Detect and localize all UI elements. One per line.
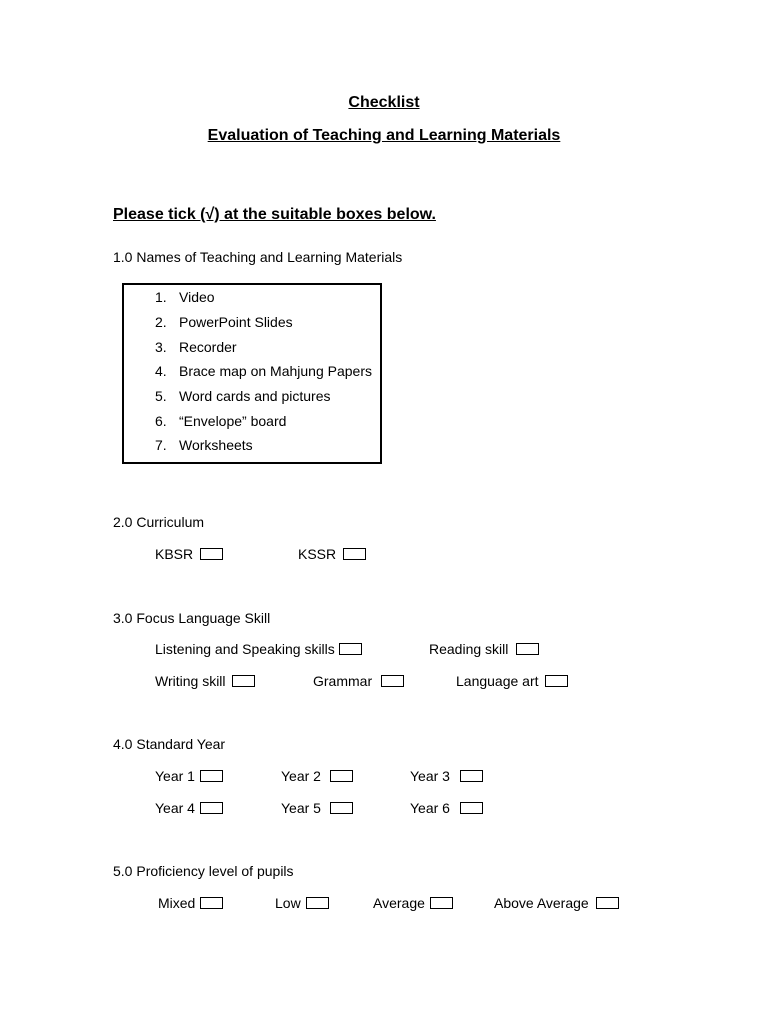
list-item-label: PowerPoint Slides <box>179 314 293 330</box>
checkbox-year-4[interactable] <box>200 802 223 814</box>
option-label-listening-speaking: Listening and Speaking skills <box>155 641 335 657</box>
checkbox-year-2[interactable] <box>330 770 353 782</box>
section-4-heading: 4.0 Standard Year <box>113 736 226 752</box>
list-item <box>155 314 293 330</box>
checkbox-year-6[interactable] <box>460 802 483 814</box>
option-label-low: Low <box>275 895 301 911</box>
list-item-label: Video <box>179 289 215 305</box>
option-label-reading: Reading skill <box>429 641 509 657</box>
list-item <box>155 413 286 429</box>
checkbox-year-1[interactable] <box>200 770 223 782</box>
option-label-grammar: Grammar <box>313 673 373 689</box>
checkbox-above-average[interactable] <box>596 897 619 909</box>
option-label-year-4: Year 4 <box>155 800 195 816</box>
list-item-number: 6. <box>155 413 167 429</box>
list-item-number: 4. <box>155 363 167 379</box>
option-label-kbsr: KBSR <box>155 546 194 562</box>
list-item <box>155 339 237 355</box>
materials-list-box <box>122 283 382 464</box>
checkbox-reading[interactable] <box>516 643 539 655</box>
option-label-language-art: Language art <box>456 673 539 689</box>
option-label-year-6: Year 6 <box>410 800 450 816</box>
page-title: Checklist <box>348 94 420 111</box>
option-label-kssr: KSSR <box>298 546 337 562</box>
list-item-number: 2. <box>155 314 167 330</box>
checkbox-year-5[interactable] <box>330 802 353 814</box>
section-5-heading: 5.0 Proficiency level of pupils <box>113 863 294 879</box>
option-label-year-1: Year 1 <box>155 768 195 784</box>
section-2-heading: 2.0 Curriculum <box>113 514 205 530</box>
option-label-above-average: Above Average <box>494 895 589 911</box>
checkbox-language-art[interactable] <box>545 675 568 687</box>
list-item <box>155 437 253 453</box>
list-item-number: 3. <box>155 339 167 355</box>
list-item-label: Worksheets <box>179 437 253 453</box>
checkbox-kbsr[interactable] <box>200 548 223 560</box>
list-item-number: 5. <box>155 388 167 404</box>
list-item-label: Word cards and pictures <box>179 388 331 404</box>
instruction: Please tick (√) at the suitable boxes below. <box>113 206 436 223</box>
option-label-writing: Writing skill <box>155 673 226 689</box>
checkbox-writing[interactable] <box>232 675 255 687</box>
section-1-heading: 1.0 Names of Teaching and Learning Materials <box>113 249 403 265</box>
checkbox-average[interactable] <box>430 897 453 909</box>
list-item-number: 7. <box>155 437 167 453</box>
checkbox-kssr[interactable] <box>343 548 366 560</box>
list-item-label: Recorder <box>179 339 237 355</box>
option-label-year-2: Year 2 <box>281 768 321 784</box>
checkbox-grammar[interactable] <box>381 675 404 687</box>
list-item-label: Brace map on Mahjung Papers <box>179 363 372 379</box>
option-label-year-5: Year 5 <box>281 800 321 816</box>
option-label-year-3: Year 3 <box>410 768 450 784</box>
list-item <box>155 289 215 305</box>
checkbox-low[interactable] <box>306 897 329 909</box>
checkbox-year-3[interactable] <box>460 770 483 782</box>
checkbox-mixed[interactable] <box>200 897 223 909</box>
list-item-number: 1. <box>155 289 167 305</box>
list-item <box>155 363 372 379</box>
option-label-mixed: Mixed <box>158 895 196 911</box>
section-3-heading: 3.0 Focus Language Skill <box>113 610 271 626</box>
list-item <box>155 388 330 404</box>
list-item-label: “Envelope” board <box>179 413 287 429</box>
option-label-average: Average <box>373 895 425 911</box>
checkbox-listening-speaking[interactable] <box>339 643 362 655</box>
page-subtitle: Evaluation of Teaching and Learning Materials <box>207 127 561 144</box>
